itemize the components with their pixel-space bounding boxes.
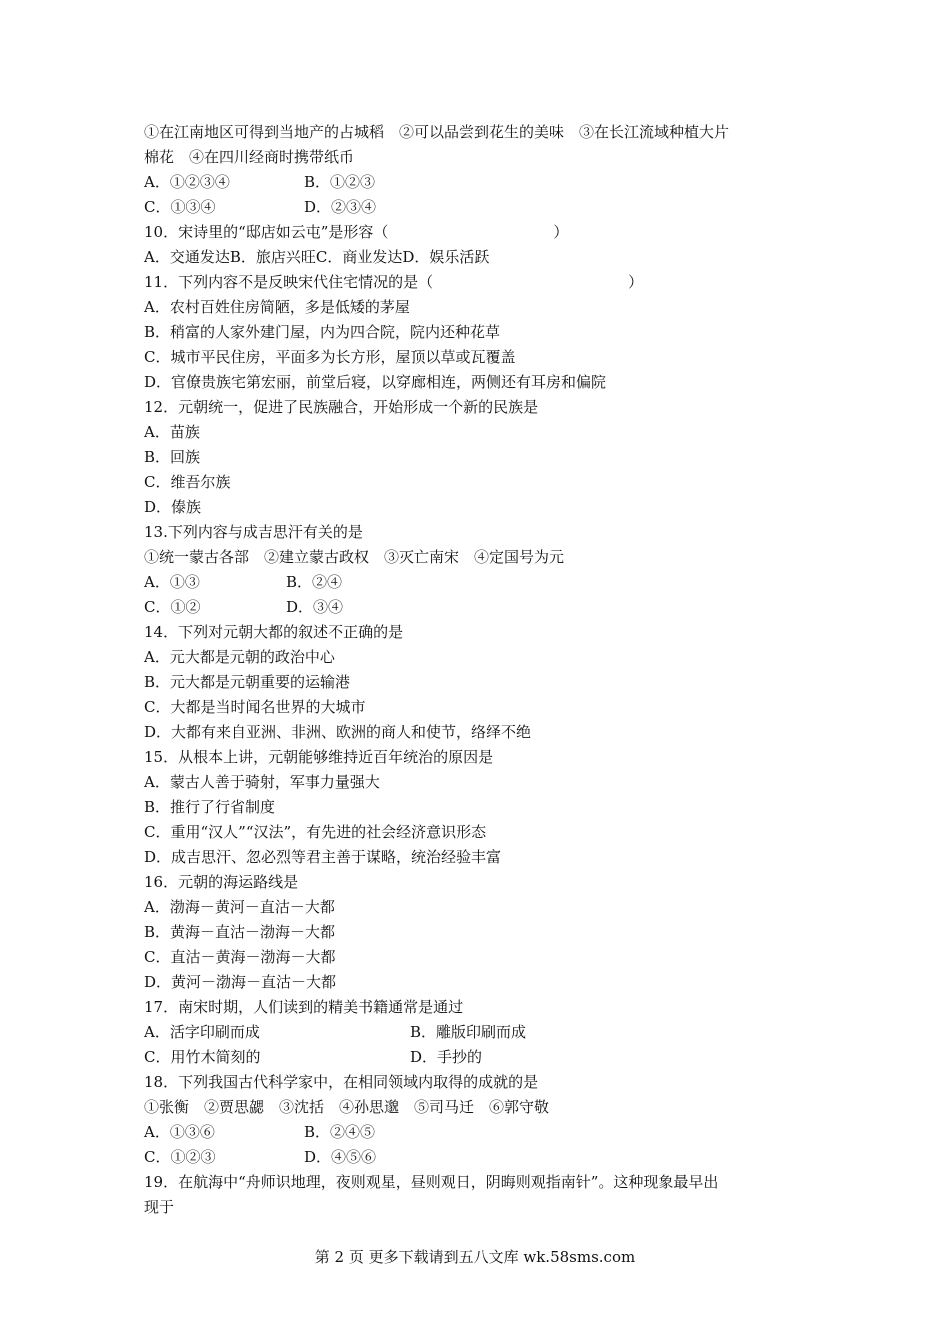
- q19-question-cont: 现于: [144, 1198, 175, 1216]
- q14-option-d: D．大都有来自亚洲、非洲、欧洲的商人和使节，络绎不绝: [144, 723, 532, 741]
- q13-option-a: A．①③: [144, 573, 200, 591]
- q13-option-d: D．③④: [286, 598, 344, 616]
- q10-options: A．交通发达B．旅店兴旺C．商业发达D．娱乐活跃: [144, 248, 490, 266]
- q15-question: 15．从根本上讲，元朝能够维持近百年统治的原因是: [144, 748, 494, 766]
- q16-option-d: D．黄河－渤海－直沽－大都: [144, 973, 337, 991]
- q18-option-c: C．①②③: [144, 1148, 216, 1166]
- q17-option-b: B．雕版印刷而成: [410, 1023, 527, 1041]
- q13-option-c: C．①②: [144, 598, 201, 616]
- q14-option-b: B．元大都是元朝重要的运输港: [144, 673, 351, 691]
- q11-option-d: D．官僚贵族宅第宏丽，前堂后寝，以穿廊相连，两侧还有耳房和偏院: [144, 373, 607, 391]
- q18-options-row: [144, 1145, 824, 1170]
- q11-option-c: C．城市平民住房，平面多为长方形，屋顶以草或瓦覆盖: [144, 348, 516, 366]
- q12-option-c: C．维吾尔族: [144, 473, 231, 491]
- q9-option-a: A．①②③④: [144, 173, 230, 191]
- q9-option-b: B．①②③: [304, 173, 376, 191]
- q14-question: 14．下列对元朝大都的叙述不正确的是: [144, 623, 404, 641]
- q16-question: 16．元朝的海运路线是: [144, 873, 299, 891]
- q17-option-c: C．用竹木简刻的: [144, 1048, 261, 1066]
- q9-options-row: [144, 195, 824, 220]
- q16-option-b: B．黄海－直沽－渤海－大都: [144, 923, 336, 941]
- q11-option-a: A．农村百姓住房简陋，多是低矮的茅屋: [144, 298, 410, 316]
- q18-question: 18．下列我国古代科学家中，在相同领域内取得的成就的是: [144, 1073, 539, 1091]
- q12-option-a: A．苗族: [144, 423, 200, 441]
- q17-options-row: [144, 1020, 824, 1045]
- q17-option-d: D．手抄的: [410, 1048, 483, 1066]
- q15-option-b: B．推行了行省制度: [144, 798, 276, 816]
- q13-options-row: [144, 595, 824, 620]
- q13-option-b: B．②④: [286, 573, 343, 591]
- page-footer: 第 2 页 更多下载请到五八文库 wk.58sms.com: [314, 1248, 636, 1266]
- q18-option-d: D．④⑤⑥: [304, 1148, 377, 1166]
- q17-options-row: [144, 1045, 824, 1070]
- q12-option-d: D．傣族: [144, 498, 202, 516]
- q12-option-b: B．回族: [144, 448, 201, 466]
- q9-option-c: C．①③④: [144, 198, 216, 216]
- q17-option-a: A．活字印刷而成: [144, 1023, 260, 1041]
- q15-option-d: D．成吉思汗、忽必烈等君主善于谋略，统治经验丰富: [144, 848, 502, 866]
- q11-question: 11．下列内容不是反映宋代住宅情况的是（ ）: [144, 273, 644, 291]
- q17-question: 17．南宋时期，人们读到的精美书籍通常是通过: [144, 998, 464, 1016]
- q15-option-a: A．蒙古人善于骑射，军事力量强大: [144, 773, 380, 791]
- q18-options-row: [144, 1120, 824, 1145]
- q18-option-b: B．②④⑤: [304, 1123, 376, 1141]
- q9-statement-line: 棉花 ④在四川经商时携带纸币: [144, 148, 355, 166]
- q18-option-a: A．①③⑥: [144, 1123, 215, 1141]
- page-content: [144, 120, 824, 1220]
- q14-option-c: C．大都是当时闻名世界的大城市: [144, 698, 366, 716]
- q15-option-c: C．重用“汉人”“汉法”，有先进的社会经济意识形态: [144, 823, 487, 841]
- q13-question: 13.下列内容与成吉思汗有关的是: [144, 523, 363, 541]
- q9-statement-line: ①在江南地区可得到当地产的占城稻 ②可以品尝到花生的美味 ③在长江流域种植大片: [144, 123, 730, 141]
- q19-question: 19．在航海中“舟师识地理，夜则观星，昼则观日，阴晦则观指南针”。这种现象最早出: [144, 1173, 719, 1191]
- q13-options-row: [144, 570, 824, 595]
- q18-statements: ①张衡 ②贾思勰 ③沈括 ④孙思邈 ⑤司马迁 ⑥郭守敬: [144, 1098, 550, 1116]
- q16-option-a: A．渤海－黄河－直沽－大都: [144, 898, 335, 916]
- q11-option-b: B．稍富的人家外建门屋，内为四合院，院内还种花草: [144, 323, 501, 341]
- q12-question: 12．元朝统一，促进了民族融合，开始形成一个新的民族是: [144, 398, 539, 416]
- q16-option-c: C．直沽－黄海－渤海－大都: [144, 948, 336, 966]
- q9-option-d: D．②③④: [304, 198, 377, 216]
- q13-statements: ①统一蒙古各部 ②建立蒙古政权 ③灭亡南宋 ④定国号为元: [144, 548, 565, 566]
- q9-options-row: [144, 170, 824, 195]
- q14-option-a: A．元大都是元朝的政治中心: [144, 648, 335, 666]
- q10-question: 10．宋诗里的“邸店如云屯”是形容（ ）: [144, 223, 569, 241]
